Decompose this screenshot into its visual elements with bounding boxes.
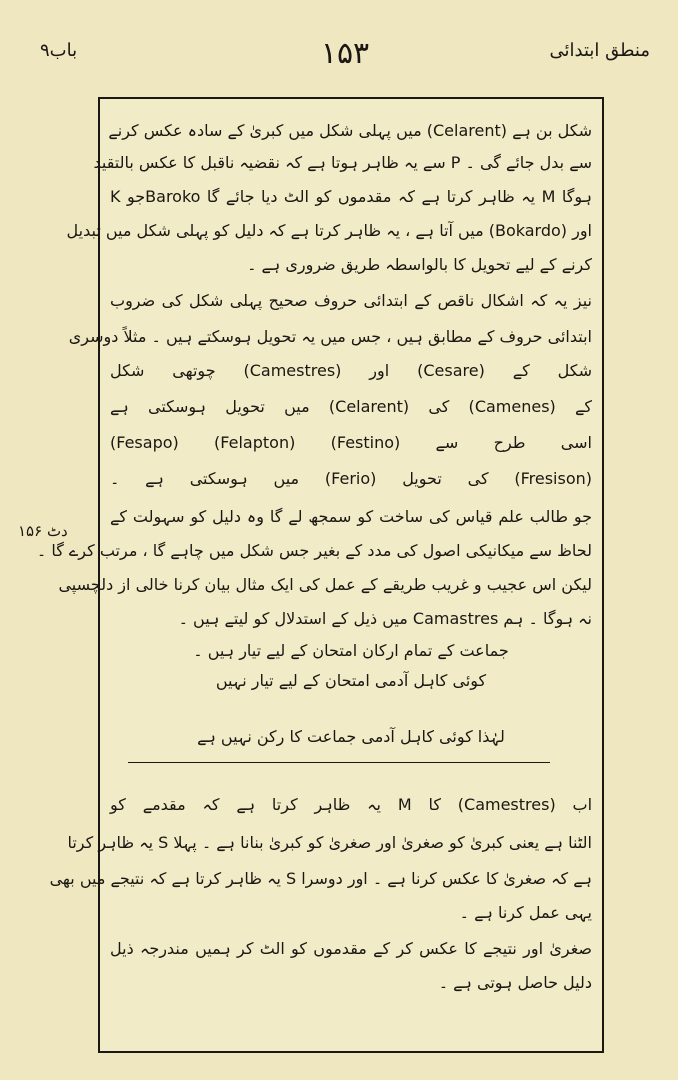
margin-note: دٹ ۱۵۶: [18, 522, 68, 540]
text-line: لحاظ سے میکانیکی اصول کی مدد کے بغیر جس شکل میں چاہے گا ، مرتب کرے گا ۔: [36, 541, 592, 560]
text-line: جو طالب علم قیاس کی ساخت کو سمجھ لے گا وہ دلیل کو سہولت کے: [110, 507, 592, 526]
text-line: نہ ہوگا ۔ ہم Camastres میں ذیل کے استدلال کو لیتے ہیں ۔: [178, 609, 592, 628]
page-header: [40, 36, 650, 76]
text-line: ابتدائی حروف کے مطابق ہیں ، جس میں یہ تحویل ہوسکتے ہیں ۔ مثلاً دوسری: [68, 327, 592, 346]
text-line: سے بدل جائے گی ۔ P سے یہ ظاہر ہوتا ہے کہ نقضیہ ناقبل کا عکس بالتقید: [93, 153, 592, 172]
text-line: یہی عمل کرنا ہے ۔: [459, 903, 592, 922]
text-line: ہے کہ صغریٰ کا عکس کرنا ہے ۔ اور دوسرا S یہ ظاہر کرتا ہے کہ نتیجے میں بھی: [49, 869, 592, 888]
text-line: ہوگا M یہ ظاہر کرتا ہے کہ مقدموں کو الٹ دیا جائے گا Barokoجو K: [110, 187, 592, 206]
text-line: کرنے کے لیے تحویل کا بالواسطہ طریق ضروری ہے ۔: [247, 255, 592, 274]
text-line: نیز یہ کہ اشکال ناقص کے ابتدائی حروف صحیح پہلی شکل کی ضروب: [110, 291, 592, 310]
text-line: کے (Camenes) کی (Celarent) میں تحویل ہوسکتی ہے: [110, 397, 593, 416]
text-line: الٹنا ہے یعنی کبریٰ کو صغریٰ اور صغریٰ کو کبریٰ بنانا ہے ۔ پہلا S یہ ظاہر کرتا: [67, 833, 592, 852]
conclusion-line: لہٰذا کوئی کاہل آدمی جماعت کا رکن نہیں ہے: [197, 727, 505, 746]
syllogism-rule: [128, 762, 550, 763]
text-line: شکل بن ہے (Celarent) میں پہلی شکل میں کبریٰ کے سادہ عکس کرنے: [108, 121, 592, 140]
text-line: (Fresison) کی تحویل (Ferio) میں ہوسکتی ہے ۔: [110, 469, 592, 488]
running-title: منطق ابتدائی: [549, 40, 650, 61]
text-line: صغریٰ اور نتیجے کا عکس کر کے مقدموں کو الٹ کر ہمیں مندرجہ ذیل: [110, 939, 592, 958]
text-line: اسی طرح سے (Festino) (Felapton) (Fesapo): [110, 433, 592, 452]
page-number: ۱۵۳: [320, 36, 370, 71]
text-line: اور (Bokardo) میں آتا ہے ، یہ ظاہر کرتا ہے کہ دلیل کو پہلی شکل میں تبدیل: [66, 221, 592, 240]
text-line: لیکن اس عجیب و غریب طریقے کے عمل کی ایک مثال بیان کرنا خالی از دلچسپی: [58, 575, 592, 594]
text-line: شکل کے (Cesare) اور (Camestres) چوتھی شکل: [110, 361, 592, 380]
text-line: دلیل حاصل ہوتی ہے ۔: [438, 973, 592, 992]
premise-line: جماعت کے تمام ارکان امتحان کے لیے تیار ہیں ۔: [193, 641, 509, 660]
chapter-label: باب۹: [40, 40, 78, 61]
text-line: اب (Camestres) کا M یہ ظاہر کرتا ہے کہ مقدمے کو: [110, 795, 593, 814]
premise-line: کوئی کاہل آدمی امتحان کے لیے تیار نہیں: [215, 671, 487, 690]
